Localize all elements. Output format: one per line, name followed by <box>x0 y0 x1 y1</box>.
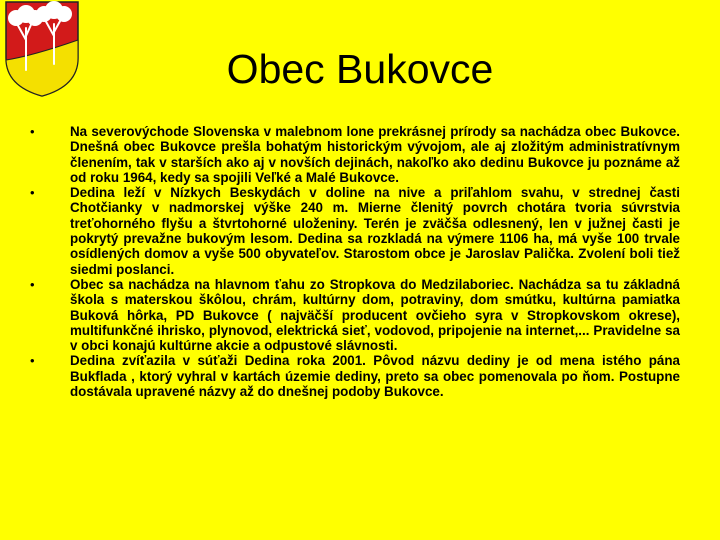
bullet-icon: • <box>30 185 35 201</box>
bullet-icon: • <box>30 353 35 369</box>
bullet-icon: • <box>30 276 35 292</box>
paragraph-text: Obec sa nachádza na hlavnom ťahu zo Stropkova do Medzilaboriec. Nachádza sa tu základná škola s materskou škôlou, chrám, kultúrny dom, potraviny, dom smútku, kultúrna pamiatka Buková hôrka, PD Bukovce ( najväčší producent ovčieho syra v Stropkovskom okrese), multifunkčné ihrisko, plynovod, elektrická sieť, vodovod, pripojenie na internet,... Pravidelne sa v obci konajú kultúrne akcie a odpustové slávnosti. <box>70 276 680 354</box>
list-item <box>30 185 680 277</box>
page-title: Obec Bukovce <box>226 46 494 92</box>
coat-of-arms-icon <box>2 0 82 98</box>
paragraph-text: Dedina leží v Nízkych Beskydách v doline na nive a priľahlom svahu, v strednej časti Chotčianky v nadmorskej výške 240 m. Mierne členitý povrch chotára tvoria súvrstvia treťohorného flyšu a štvrtohorné uloženiny. Terén je zväčša odlesnený, len v južnej časti je pokrytý prevažne bukovým lesom. Dedina sa rozkladá na výmere 1106 ha, má vyše 100 trvale osídlených domov a vyše 500 obyvateľov. Starostom obce je Jaroslav Palička. Zvolení boli tiež siedmi poslanci. <box>70 185 680 277</box>
bullet-list <box>30 124 680 399</box>
list-item <box>30 277 680 353</box>
bullet-icon: • <box>30 124 35 139</box>
paragraph-text: Dedina zvíťazila v súťaži Dedina roka 2001. Pôvod názvu dediny je od mena istého pána Bukflada , ktorý vyhral v kartách územie dediny, preto sa obec pomenovala po ňom. Postupne dostávala upravené názvy až do dnešnej podoby Bukovce. <box>70 353 680 400</box>
paragraph-text: Na severovýchode Slovenska v malebnom lone prekrásnej prírody sa nachádza obec Bukovce. Dnešná obec Bukovce prešla bohatým historickým vývojom, ale aj zložitým administratívnym členením, tak v starších ako aj v novších dejinách, nakoľko ako dedinu Bukovce ju poznáme až od roku 1964, kedy sa spojili Veľké a Malé Bukovce. <box>70 124 680 185</box>
list-item <box>30 124 680 185</box>
list-item <box>30 353 680 399</box>
